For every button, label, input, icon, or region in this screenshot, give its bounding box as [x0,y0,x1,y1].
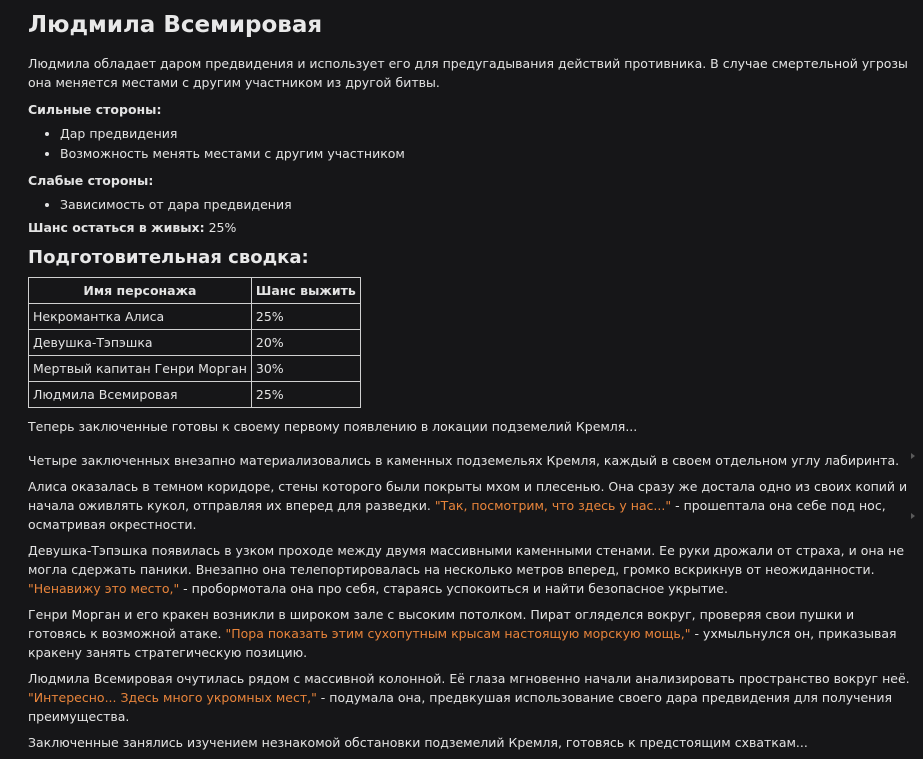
summary-heading: Подготовительная сводка: [28,247,309,268]
cell-chance: 30% [251,356,360,382]
story-quote: "Ненавижу это место," [28,581,180,596]
page-title: Людмила Всемировая [28,12,323,38]
cell-name: Некромантка Алиса [29,304,252,330]
list-item: • Зависимость от дара предвидения [60,195,910,214]
survival-label: Шанс остаться в живых: [28,220,205,235]
transition-text: Теперь заключенные готовы к своему первому появлению в локации подземелий Кремля... [28,419,638,434]
story-quote: "Пора показать этим сухопутным крысам настоящую морскую мощь," [225,626,691,641]
cell-name: Девушка-Тэпэшка [29,330,252,356]
intro-paragraph: Людмила обладает даром предвидения и использует его для предугадывания действий противника. В случае смертельной угрозы она меняется местами с другим участником из другой битвы. [28,56,908,90]
weaknesses-label: Слабые стороны: [28,173,154,188]
cell-name: Мертвый капитан Генри Морган [29,356,252,382]
survival-value: 25% [208,220,237,235]
weaknesses-list [28,195,910,214]
survival-chance [28,218,910,237]
story-text: Заключенные занялись изучением незнакомой обстановки подземелий Кремля, готовясь к предстоящим схваткам... [28,735,808,750]
strengths-list [28,124,910,163]
table-row [29,330,361,356]
column-header-chance: Шанс выжить [251,278,360,304]
story-text: Людмила Всемировая очутилась рядом с массивной колонной. Её глаза мгновенно начали анализировать пространство вокруг неё. [28,671,910,686]
story-text: - подумала она, предвкушая использование своего дара предвидения для получения преимущества. [28,690,892,724]
story-section [28,451,910,752]
story-text: - прошептала она себе под нос, осматривая окрестности. [28,498,886,532]
chevron-right-icon[interactable] [911,513,915,519]
list-item: • Возможность менять местами с другим участником [60,144,910,163]
summary-table [28,277,361,408]
strengths-label: Сильные стороны: [28,102,162,117]
cell-chance: 25% [251,382,360,408]
table-row [29,382,361,408]
story-paragraph [28,669,910,726]
story-text: Девушка-Тэпэшка появилась в узком проходе между двумя массивными каменными стенами. Ее руки дрожали от страха, и она не могла сдержать паники. Внезапно она телепортировалась на несколько метров вперед, громко вскрикнув от неожиданности. [28,543,905,577]
chevron-right-icon[interactable] [911,453,915,459]
table-row [29,356,361,382]
story-quote: "Интересно... Здесь много укромных мест," [28,690,317,705]
cell-chance: 20% [251,330,360,356]
story-paragraph [28,541,910,598]
story-text: Четыре заключенных внезапно материализовались в каменных подземельях Кремля, каждый в своем отдельном углу лабиринта. [28,453,900,468]
table-row [29,304,361,330]
story-paragraph [28,451,910,470]
story-paragraph [28,477,910,534]
story-text: Алиса оказалась в темном коридоре, стены которого были покрыты мхом и плесенью. Она сразу же достала одно из своих копий и начала оживлять кукол, отправляя их вперед для разведки. [28,479,908,513]
cell-name: Людмила Всемировая [29,382,252,408]
table-header-row [29,278,361,304]
story-quote: "Так, посмотрим, что здесь у нас..." [434,498,672,513]
story-paragraph [28,605,910,662]
story-text: - ухмыльнулся он, приказывая кракену занять стратегическую позицию. [28,626,897,660]
list-item: • Дар предвидения [60,124,910,143]
message-content [28,8,910,759]
cell-chance: 25% [251,304,360,330]
story-text: - пробормотала она про себя, стараясь успокоиться и найти безопасное укрытие. [179,581,728,596]
column-header-name: Имя персонажа [29,278,252,304]
story-text: Генри Морган и его кракен возникли в широком зале с высоким потолком. Пират огляделся вокруг, проверяя свои пушки и готовясь к возможной атаке. [28,607,855,641]
story-paragraph [28,733,910,752]
